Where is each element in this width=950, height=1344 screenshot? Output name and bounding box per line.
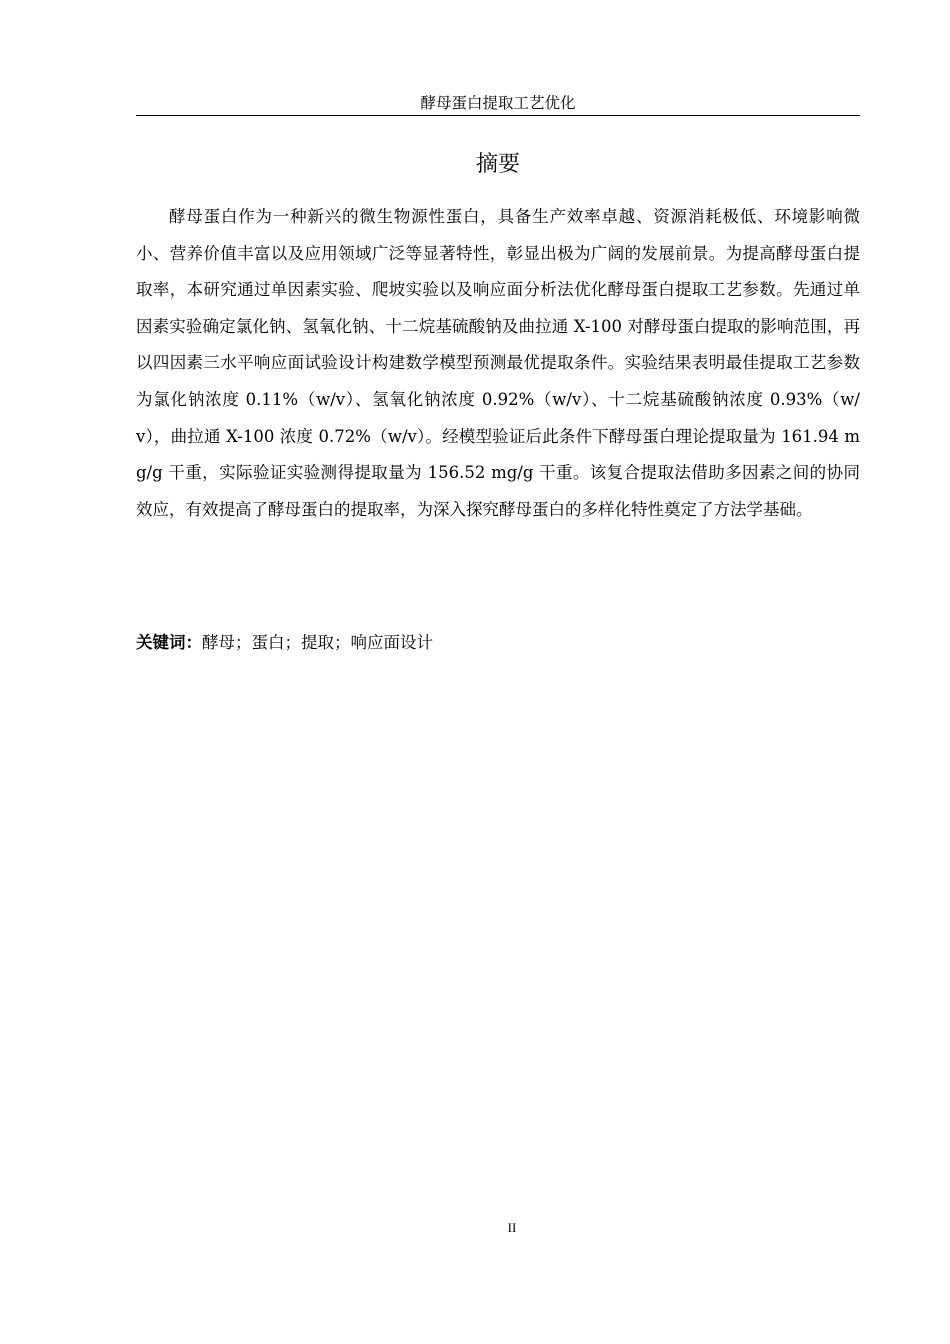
running-header: 酵母蛋白提取工艺优化 [136,92,860,116]
abstract-body: 酵母蛋白作为一种新兴的微生物源性蛋白，具备生产效率卓越、资源消耗极低、环境影响微小、营养价值丰富以及应用领域广泛等显著特性，彰显出极为广阔的发展前景。为提高酵母蛋白提取率，本研究通过单因素实验、爬坡实验以及响应面分析法优化酵母蛋白提取工艺参数。先通过单因素实验确定氯化钠、氢氧化钠、十二烷基硫酸钠及曲拉通 X-100 对酵母蛋白提取的影响范围，再以四因素三水平响应面试验设计构建数学模型预测最优提取条件。实验结果表明最佳提取工艺参数为氯化钠浓度 0.11%（w/v）、氢氧化钠浓度 0.92%（w/v）、十二烷基硫酸钠浓度 0.93%（w/v），曲拉通 X-100 浓度 0.72%（w/v）。经模型验证后此条件下酵母蛋白理论提取量为 161.94 mg/g 干重，实际验证实验测得提取量为 156.52 mg/g 干重。该复合提取法借助多因素之间的协同效应，有效提高了酵母蛋白的提取率，为深入探究酵母蛋白的多样化特性奠定了方法学基础。 [136,207,860,519]
abstract-title: 摘要 [475,152,520,177]
page-number: II [507,1220,517,1235]
keywords-line [136,628,860,658]
keywords-value: 酵母；蛋白；提取；响应面设计 [202,633,433,652]
keywords-label: 关键词： [136,633,202,652]
